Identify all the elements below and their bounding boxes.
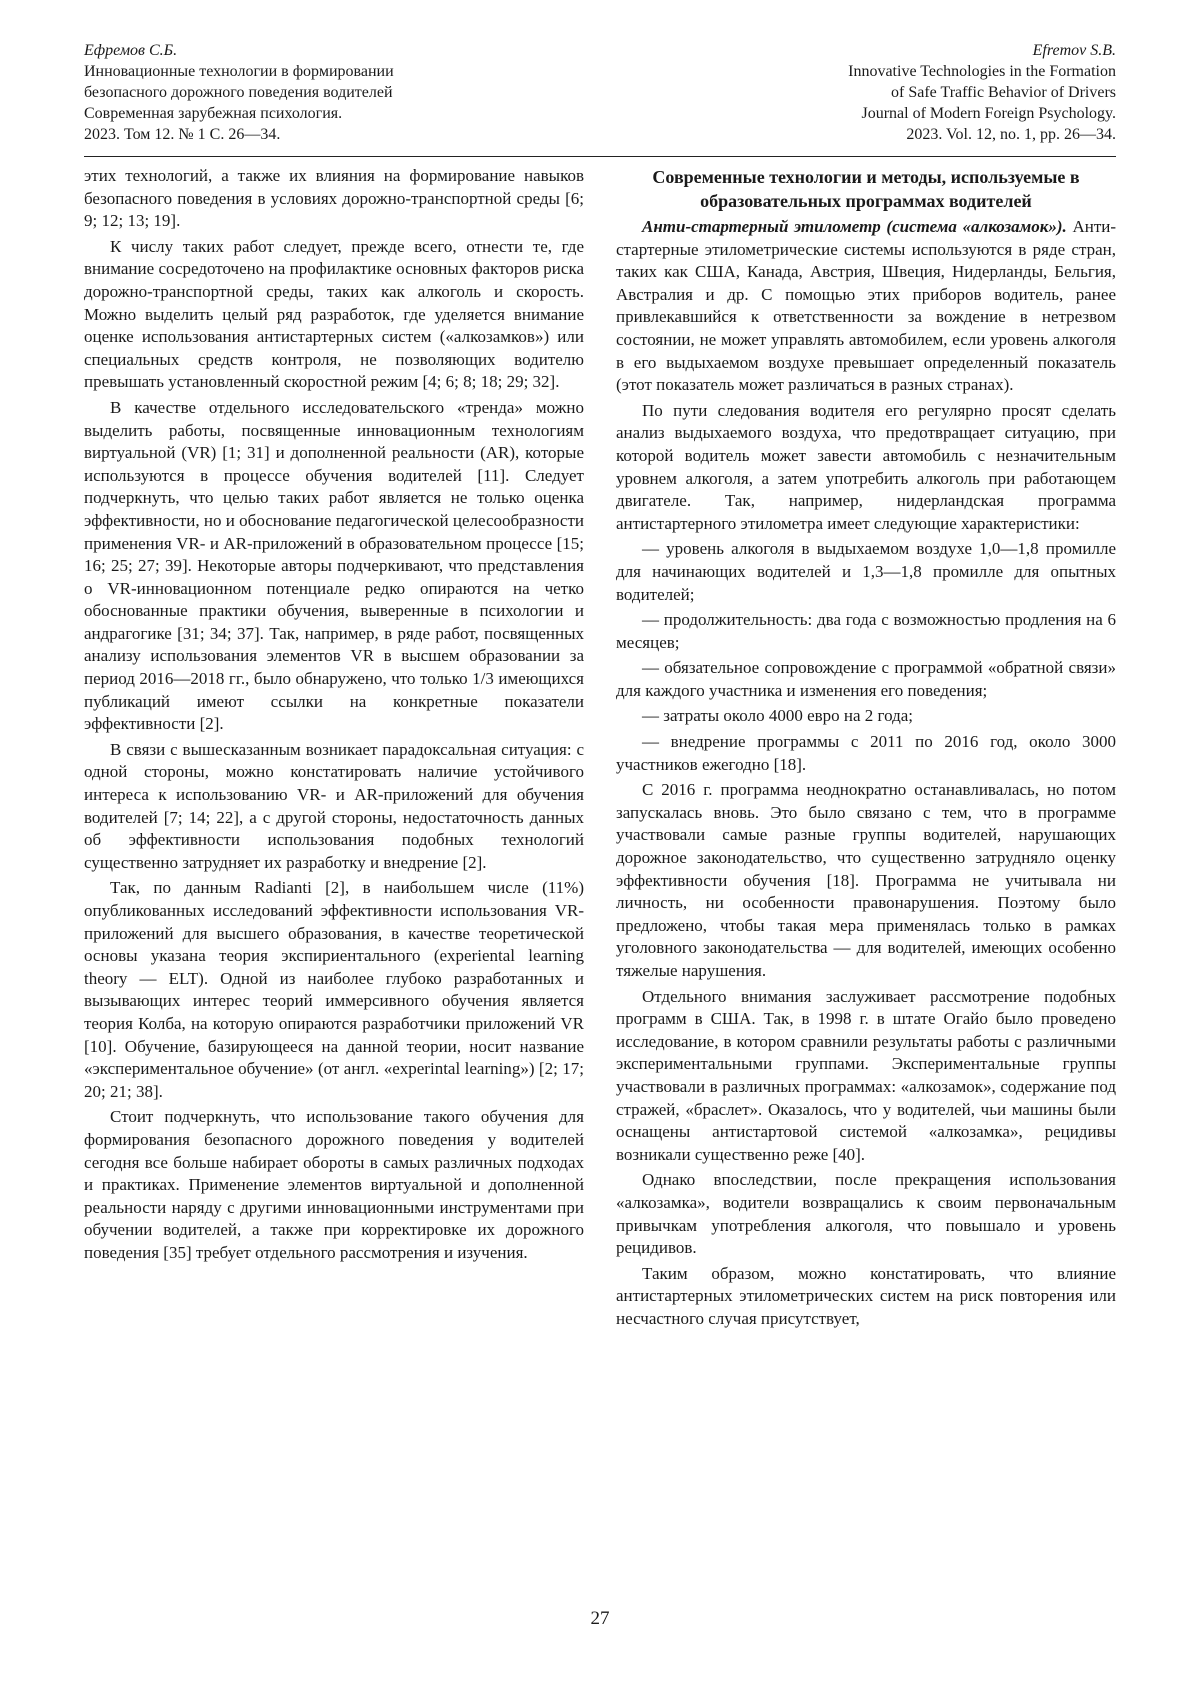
- paragraph: Таким образом, можно констатировать, что влияние антистартерных этилометрических систем на риск повторения или несчастного случая присутствует,: [616, 1263, 1116, 1328]
- header-journal-ru: Современная зарубежная психология.: [84, 105, 343, 122]
- header-title-ru-1: Инновационные технологии в формировании: [84, 63, 394, 80]
- left-column: [84, 165, 584, 1268]
- list-item: — продолжительность: два года с возможностью продления на 6 месяцев;: [616, 610, 1116, 652]
- paragraph: этих технологий, а также их влияния на формирование навыков безопасного поведения в условиях дорожно-транспортной среды [6; 9; 12; 13; 19].: [84, 166, 584, 231]
- header-divider: [84, 156, 1116, 157]
- header-title-en-1: Innovative Technologies in the Formation: [848, 63, 1116, 80]
- header-author-ru: Ефремов С.Б.: [84, 42, 178, 59]
- header-issue-ru: 2023. Том 12. № 1 С. 26—34.: [84, 126, 281, 143]
- paragraph: По пути следования водителя его регулярно просят сделать анализ выдыхаемого воздуха, что предотвращает ситуацию, при которой водитель может завести автомобиль с незначительным уровнем алкоголя, а затем употребить алкоголь при работающем двигателе. Так, например, нидерландская программа антистартерного этилометра имеет следующие характеристики:: [616, 400, 1116, 533]
- section-heading: Современные технологии и методы, используемые в образовательных программах водителей: [652, 167, 1080, 211]
- list-item: — обязательное сопровождение с программой «обратной связи» для каждого участника и изменения его поведения;: [616, 658, 1116, 700]
- page-number: 27: [590, 1608, 610, 1629]
- paragraph: С 2016 г. программа неоднократно останавливалась, но потом запускалась вновь. Это было связано с тем, что в программе участвовали самые разные группы водителей, нарушающих дорожное законодательство, что существенно затрудняло оценку эффективности обучения [18]. Программа не учитывала ни личность, ни особенности правонарушения. Поэтому было предложено, чтобы такая мера применялась только в рамках уголовного законодательства — для водителей, имеющих особенно тяжелые нарушения.: [616, 780, 1116, 980]
- paragraph: Однако впоследствии, после прекращения использования «алкозамка», водители возвращались к своим первоначальным привычкам употребления алкоголя, что повышало и уровень рецидивов.: [616, 1170, 1116, 1258]
- running-header: [84, 40, 1116, 150]
- header-author-en: Efremov S.B.: [1032, 42, 1116, 59]
- header-russian: [84, 40, 604, 145]
- paragraph-lead: Анти-стартерный этилометр (система «алкозамок»).: [642, 217, 1067, 236]
- header-issue-en: 2023. Vol. 12, no. 1, pp. 26—34.: [906, 126, 1116, 143]
- list-item: — затраты около 4000 евро на 2 года;: [642, 706, 914, 726]
- paragraph: Так, по данным Radianti [2], в наибольшем числе (11%) опубликованных исследований эффективности использования VR-приложений для высшего образования, в качестве теоретической основы указана теория экспириентального (experiental learning theory — ELT). Одной из наиболее глубоко разработанных и вызывающих интерес теорий иммерсивного обучения является теория Колба, на которую опираются разработчики приложений VR [10]. Обучение, базирующееся на данной теории, носит название «экспериментальное обучение» (от англ. «experintal learning») [2; 17; 20; 21; 38].: [84, 878, 584, 1101]
- paragraph: В связи с вышесказанным возникает парадоксальная ситуация: с одной стороны, можно констатировать наличие устойчивого интереса к использованию VR- и AR-приложений для обучения водителей [7; 14; 22], а с другой стороны, недостаточность данных об эффективности использования подобных технологий существенно затрудняет их разработку и внедрение [2].: [84, 739, 584, 872]
- paragraph: Отдельного внимания заслуживает рассмотрение подобных программ в США. Так, в 1998 г. в штате Огайо было проведено исследование, в котором сравнили результаты работы с различными экспериментальными группами. Экспериментальные группы участвовали в различных программах: «алкозамок», содержание под стражей, «браслет». Оказалось, что у водителей, чьи машины были оснащены антистартовой системой «алкозамка», рецидивы возникали существенно реже [40].: [616, 986, 1116, 1164]
- list-item: — уровень алкоголя в выдыхаемом воздухе 1,0—1,8 промилле для начинающих водителей и 1,3—1,8 промилле для опытных водителей;: [616, 539, 1116, 604]
- header-english: [596, 40, 1116, 145]
- paragraph: [616, 216, 1116, 397]
- header-title-en-2: of Safe Traffic Behavior of Drivers: [891, 84, 1116, 101]
- header-journal-en: Journal of Modern Foreign Psychology.: [861, 105, 1116, 122]
- paragraph: Стоит подчеркнуть, что использование такого обучения для формирования безопасного дорожного поведения у водителей сегодня все больше набирает обороты в самых различных подходах и практиках. Применение элементов виртуальной и дополненной реальности наряду с другими инновационными инструментами при обучении водителей, а также при корректировке их дорожного поведения [35] требует отдельного рассмотрения и изучения.: [84, 1107, 584, 1262]
- paragraph: В качестве отдельного исследовательского «тренда» можно выделить работы, посвященные инновационным технологиям виртуальной (VR) [1; 31] и дополненной реальности (AR), которые используются в процессе обучения водителей [11]. Следует подчеркнуть, что целью таких работ является не только оценка эффективности, но и обоснование педагогической целесообразности применения VR- и AR-приложений в образовательном процессе [15; 16; 25; 27; 39]. Некоторые авторы подчеркивают, что представления о VR-инновационном потенциале редко опираются на четко обоснованные практики обучения, выверенные в психологии и андрагогике [31; 34; 37]. Так, например, в ряде работ, посвященных анализу использования элементов VR в высшем образовании за период 2016—2018 гг., было обнаружено, что только 1/3 имеющихся публикаций имеют ссылки на конкретные показатели эффективности [2].: [84, 397, 584, 734]
- paragraph: К числу таких работ следует, прежде всего, отнести те, где внимание сосредоточено на профилактике основных факторов риска дорожно-транспортной среды, таких как алкоголь и скорость. Можно выделить целый ряд разработок, где уделяется внимание оценке использования антистартерных систем («алкозамков») или специальных средств контроля, не позволяющих водителю превышать установленный скоростной режим [4; 6; 8; 18; 29; 32].: [84, 236, 584, 392]
- paragraph-text: Анти-стартерные этилометрические системы используются в ряде стран, таких как США, Канада, Австрия, Швеция, Нидерланды, Бельгия, Австралия и др. С помощью этих приборов водитель, ранее привлекавшийся к ответственности за вождение в нетрезвом состоянии, не может управлять автомобилем, если уровень алкоголя в его выдыхаемом воздухе превышает определенный показатель (этот показатель может различаться в разных странах).: [616, 217, 1117, 395]
- list-item: — внедрение программы с 2011 по 2016 год, около 3000 участников ежегодно [18].: [616, 732, 1116, 774]
- right-column: [616, 165, 1116, 1334]
- header-title-ru-2: безопасного дорожного поведения водителей: [84, 84, 393, 101]
